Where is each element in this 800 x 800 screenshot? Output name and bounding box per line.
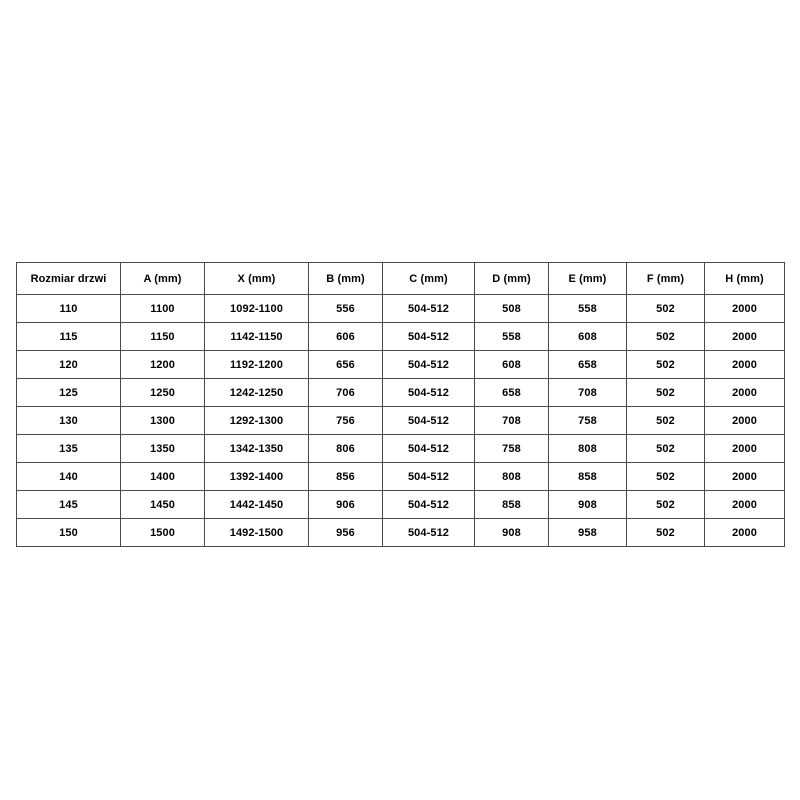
table-row xyxy=(17,295,785,323)
cell-f: 502 xyxy=(627,519,705,547)
cell-f: 502 xyxy=(627,407,705,435)
cell-f: 502 xyxy=(627,435,705,463)
cell-door-size: 135 xyxy=(17,435,121,463)
cell-a: 1350 xyxy=(121,435,205,463)
cell-d: 758 xyxy=(475,435,549,463)
cell-e: 908 xyxy=(549,491,627,519)
cell-h: 2000 xyxy=(705,351,785,379)
table-row xyxy=(17,519,785,547)
cell-f: 502 xyxy=(627,463,705,491)
cell-h: 2000 xyxy=(705,435,785,463)
cell-x: 1392-1400 xyxy=(205,463,309,491)
cell-f: 502 xyxy=(627,379,705,407)
cell-d: 808 xyxy=(475,463,549,491)
cell-b: 956 xyxy=(309,519,383,547)
table-body xyxy=(17,295,785,547)
cell-a: 1400 xyxy=(121,463,205,491)
cell-d: 708 xyxy=(475,407,549,435)
cell-c: 504-512 xyxy=(383,323,475,351)
column-header-e: E (mm) xyxy=(549,263,627,295)
cell-b: 606 xyxy=(309,323,383,351)
cell-door-size: 115 xyxy=(17,323,121,351)
cell-door-size: 125 xyxy=(17,379,121,407)
cell-c: 504-512 xyxy=(383,351,475,379)
cell-x: 1292-1300 xyxy=(205,407,309,435)
cell-c: 504-512 xyxy=(383,463,475,491)
column-header-b: B (mm) xyxy=(309,263,383,295)
cell-c: 504-512 xyxy=(383,519,475,547)
table-header-row xyxy=(17,263,785,295)
column-header-f: F (mm) xyxy=(627,263,705,295)
table-row xyxy=(17,351,785,379)
cell-door-size: 110 xyxy=(17,295,121,323)
column-header-h: H (mm) xyxy=(705,263,785,295)
cell-d: 508 xyxy=(475,295,549,323)
door-size-table xyxy=(16,262,785,547)
cell-f: 502 xyxy=(627,351,705,379)
cell-d: 858 xyxy=(475,491,549,519)
cell-b: 856 xyxy=(309,463,383,491)
cell-door-size: 140 xyxy=(17,463,121,491)
cell-a: 1100 xyxy=(121,295,205,323)
cell-h: 2000 xyxy=(705,463,785,491)
cell-h: 2000 xyxy=(705,519,785,547)
cell-h: 2000 xyxy=(705,407,785,435)
cell-e: 758 xyxy=(549,407,627,435)
column-header-x: X (mm) xyxy=(205,263,309,295)
cell-door-size: 145 xyxy=(17,491,121,519)
cell-e: 658 xyxy=(549,351,627,379)
cell-c: 504-512 xyxy=(383,295,475,323)
cell-c: 504-512 xyxy=(383,379,475,407)
cell-x: 1442-1450 xyxy=(205,491,309,519)
cell-a: 1300 xyxy=(121,407,205,435)
cell-door-size: 120 xyxy=(17,351,121,379)
column-header-c: C (mm) xyxy=(383,263,475,295)
cell-e: 708 xyxy=(549,379,627,407)
cell-a: 1500 xyxy=(121,519,205,547)
cell-e: 858 xyxy=(549,463,627,491)
spec-table-container xyxy=(16,262,784,547)
cell-e: 558 xyxy=(549,295,627,323)
cell-e: 808 xyxy=(549,435,627,463)
column-header-door-size: Rozmiar drzwi xyxy=(17,263,121,295)
table-row xyxy=(17,407,785,435)
cell-a: 1200 xyxy=(121,351,205,379)
cell-door-size: 150 xyxy=(17,519,121,547)
table-header xyxy=(17,263,785,295)
cell-e: 958 xyxy=(549,519,627,547)
column-header-d: D (mm) xyxy=(475,263,549,295)
cell-b: 806 xyxy=(309,435,383,463)
cell-h: 2000 xyxy=(705,323,785,351)
cell-x: 1192-1200 xyxy=(205,351,309,379)
cell-x: 1142-1150 xyxy=(205,323,309,351)
cell-f: 502 xyxy=(627,491,705,519)
table-row xyxy=(17,379,785,407)
cell-f: 502 xyxy=(627,323,705,351)
cell-door-size: 130 xyxy=(17,407,121,435)
cell-x: 1242-1250 xyxy=(205,379,309,407)
cell-b: 556 xyxy=(309,295,383,323)
cell-d: 658 xyxy=(475,379,549,407)
cell-b: 656 xyxy=(309,351,383,379)
cell-d: 908 xyxy=(475,519,549,547)
table-row xyxy=(17,435,785,463)
cell-h: 2000 xyxy=(705,295,785,323)
cell-a: 1450 xyxy=(121,491,205,519)
cell-a: 1250 xyxy=(121,379,205,407)
column-header-a: A (mm) xyxy=(121,263,205,295)
cell-f: 502 xyxy=(627,295,705,323)
cell-x: 1492-1500 xyxy=(205,519,309,547)
cell-d: 558 xyxy=(475,323,549,351)
table-row xyxy=(17,491,785,519)
cell-d: 608 xyxy=(475,351,549,379)
cell-e: 608 xyxy=(549,323,627,351)
table-row xyxy=(17,323,785,351)
cell-x: 1092-1100 xyxy=(205,295,309,323)
cell-b: 756 xyxy=(309,407,383,435)
cell-h: 2000 xyxy=(705,491,785,519)
cell-b: 706 xyxy=(309,379,383,407)
cell-h: 2000 xyxy=(705,379,785,407)
cell-c: 504-512 xyxy=(383,491,475,519)
cell-c: 504-512 xyxy=(383,407,475,435)
table-row xyxy=(17,463,785,491)
cell-a: 1150 xyxy=(121,323,205,351)
cell-b: 906 xyxy=(309,491,383,519)
cell-x: 1342-1350 xyxy=(205,435,309,463)
cell-c: 504-512 xyxy=(383,435,475,463)
